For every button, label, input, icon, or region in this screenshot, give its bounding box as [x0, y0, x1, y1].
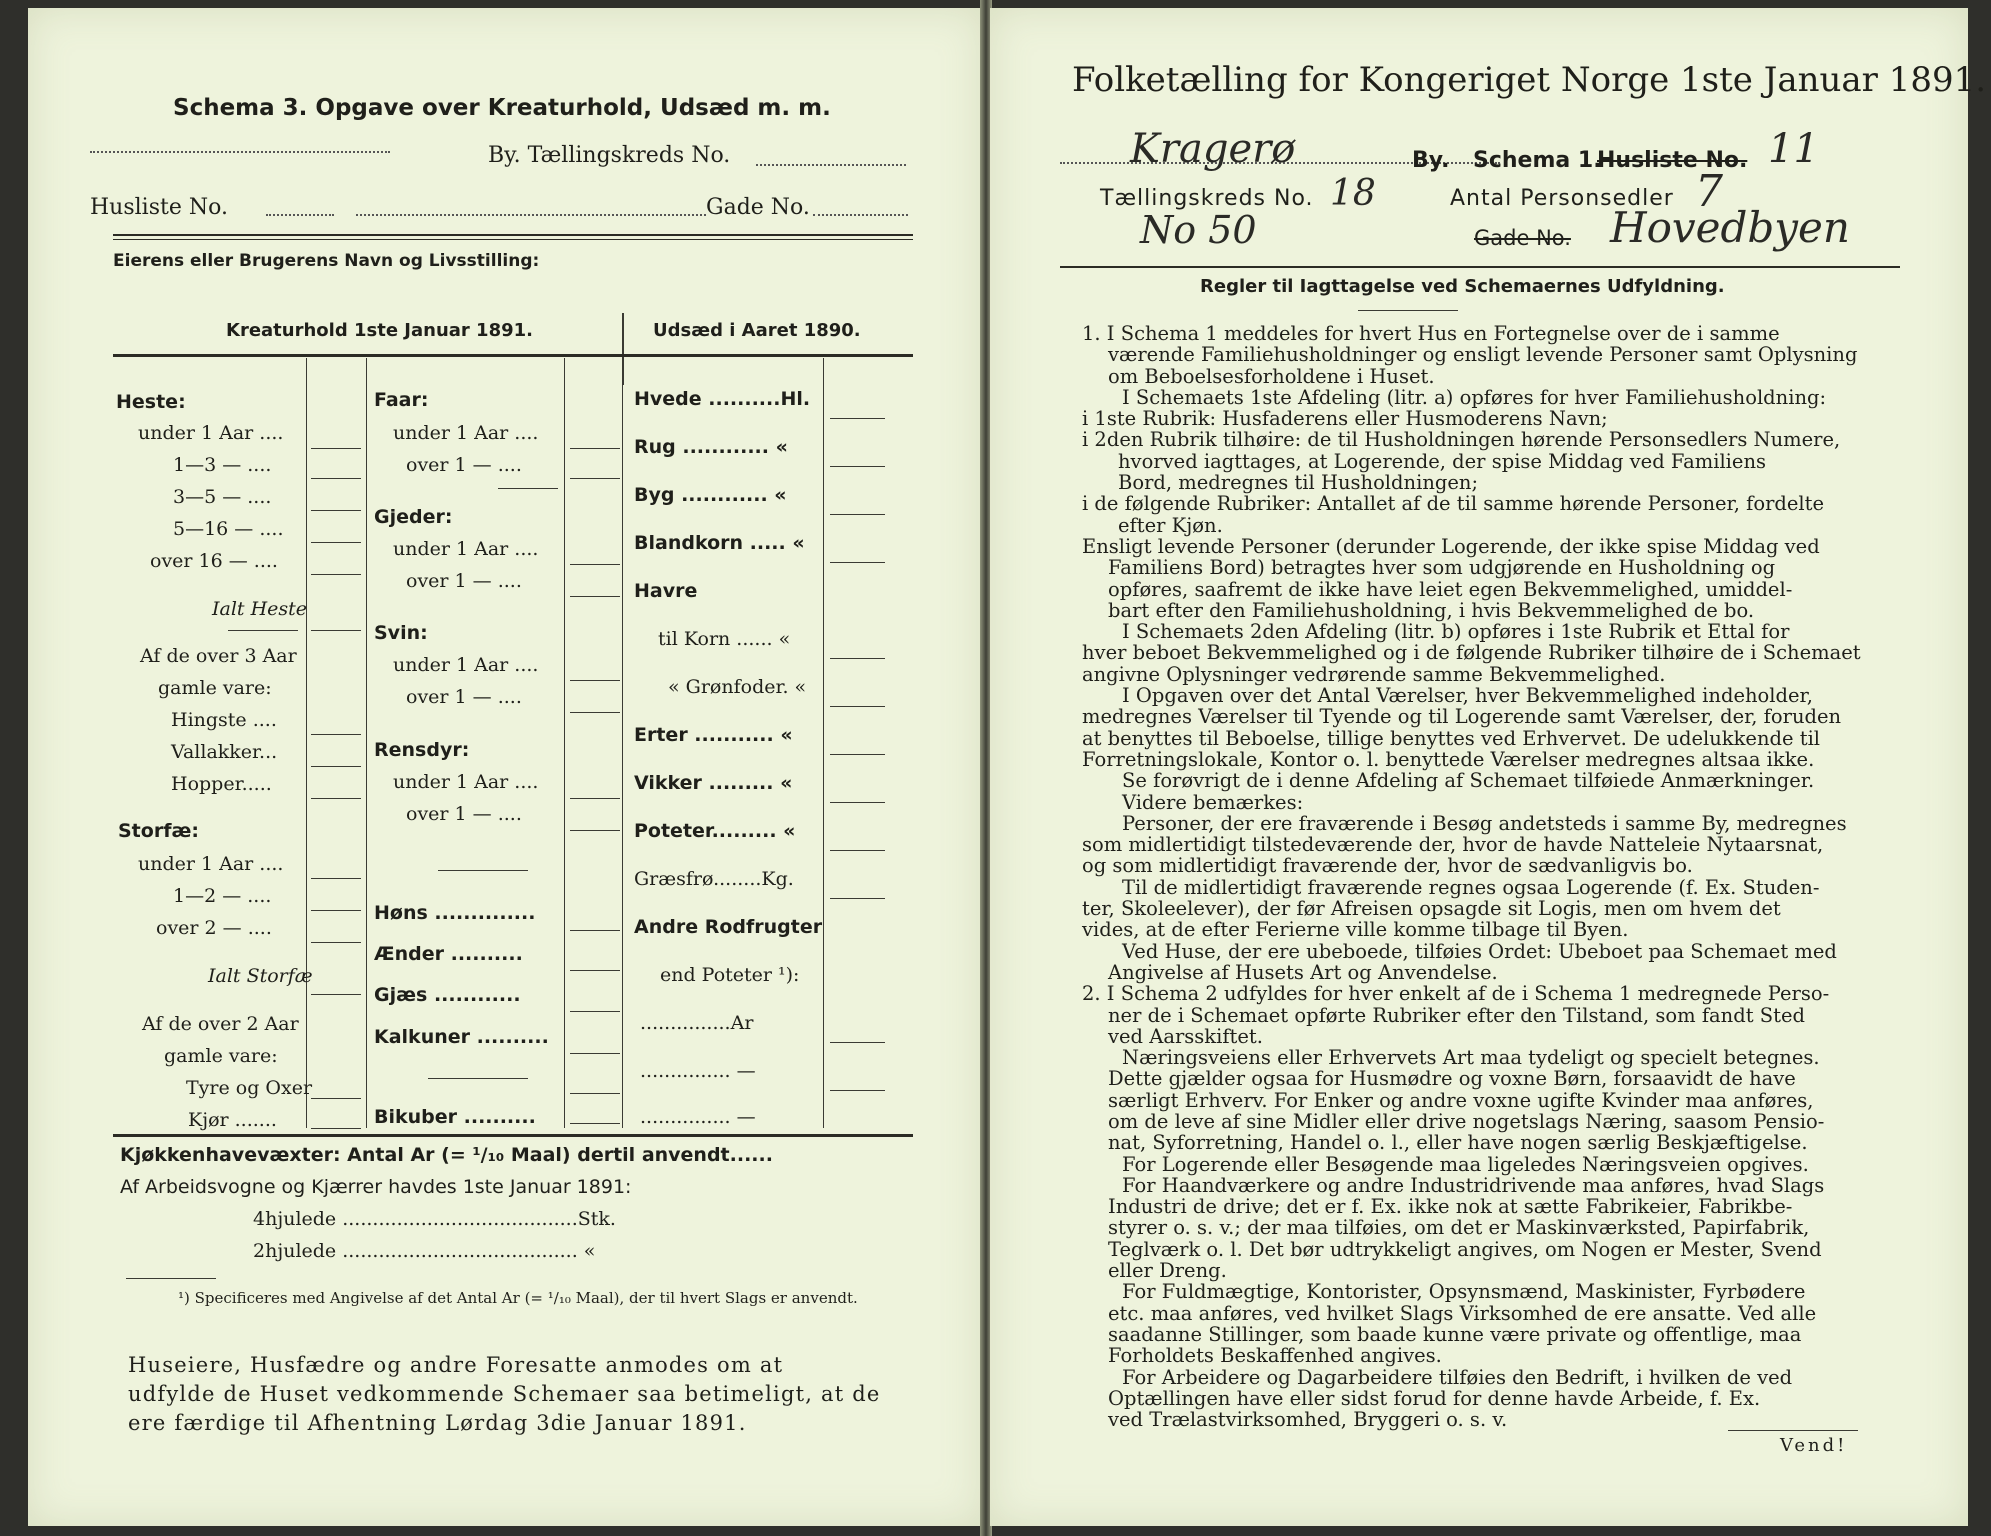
blank — [830, 898, 885, 899]
rule-line: Forholdets Beskaffenhed angives. — [1108, 1344, 1442, 1368]
til-korn: til Korn ...... « — [658, 628, 791, 650]
rule-line: bart efter den Familiehusholdning, i hvis Bekvemmelighed de bo. — [1108, 598, 1755, 622]
rule-line: 1. I Schema 1 meddeles for hvert Hus en Fortegnelse over de i samme — [1082, 322, 1780, 345]
kreaturhold-header: Kreaturhold 1ste Januar 1891. — [226, 320, 533, 341]
rule-line: at benyttes til Beboelse, tillige benyttes ved Erhvervet. De udelukkende til — [1082, 726, 1821, 750]
rule-line: etc. maa anføres, ved hvilket Slags Virksomhed de ere ansatte. Ved alle — [1108, 1301, 1817, 1325]
rule-line: ved Aarsskiftet. — [1108, 1024, 1263, 1048]
antal-label: Antal Personsedler — [1450, 186, 1674, 211]
blank — [570, 1053, 620, 1054]
closing-line: ere færdige til Afhentning Lørdag 3die Januar 1891. — [128, 1411, 747, 1435]
blank — [570, 680, 620, 681]
husliste-label: Husliste No. — [90, 195, 228, 220]
rule-line: ner de i Schemaet opførte Rubriker efter den Tilstand, som fandt Sted — [1108, 1003, 1805, 1027]
blank — [570, 448, 620, 449]
rule-line: Forretningslokale, Kontor o. l. benyttede Værelser medregnes altsaa ikke. — [1082, 747, 1815, 771]
twowheel: 2hjulede ....................................... « — [253, 1240, 596, 1262]
heste-blank — [311, 542, 361, 543]
rule-line: Bord, medregnes til Husholdningen; — [1118, 471, 1479, 495]
handwritten-town: Kragerø — [1130, 126, 1296, 172]
gamle-vare: gamle vare: — [158, 677, 272, 699]
blank — [570, 830, 620, 831]
husliste-label: Husliste No. — [1597, 148, 1748, 173]
kalkuner: Kalkuner .......... — [374, 1026, 549, 1048]
poteter: Poteter......... « — [634, 820, 796, 842]
storfae-row: 1—2 — .... — [173, 885, 272, 907]
vallakker: Vallakker... — [171, 741, 278, 763]
graesfro: Græsfrø........Kg. — [634, 868, 794, 890]
blank — [311, 798, 361, 799]
rule-line: I Schemaets 2den Afdeling (litr. b) opføres i 1ste Rubrik et Ettal for — [1122, 620, 1790, 644]
gjeder-row: under 1 Aar .... — [393, 538, 539, 560]
blank — [830, 1042, 885, 1043]
hvede: Hvede ..........Hl. — [634, 388, 811, 410]
by-label: By. Tællingskreds No. — [488, 143, 731, 168]
gade-label: Gade No. — [1474, 226, 1571, 250]
hons: Høns .............. — [374, 902, 536, 924]
heste-blank — [311, 448, 361, 449]
blank — [570, 930, 620, 931]
regler-title: Regler til Iagttagelse ved Schemaernes Udfyldning. — [1200, 276, 1725, 297]
header-rule — [113, 354, 913, 357]
storfae-row: under 1 Aar .... — [138, 853, 284, 875]
heste-row: over 16 — .... — [150, 550, 278, 572]
kreds-dotted-field — [756, 148, 906, 166]
rule-line: som midlertidigt tilstedeværende der, hvor de havde Natteleie Nytaarsnat, — [1082, 833, 1824, 857]
blank — [570, 1093, 620, 1094]
blank — [570, 798, 620, 799]
hopper: Hopper..... — [171, 773, 272, 795]
aender: Ænder .......... — [374, 943, 523, 965]
blank — [311, 766, 361, 767]
rule-line: I Opgaven over det Antal Værelser, hver Bekvemmelighed indeholder, — [1122, 684, 1813, 708]
blank — [570, 712, 620, 713]
footnote-rule — [126, 1278, 216, 1279]
storfae-label: Storfæ: — [118, 820, 199, 842]
end-poteter: end Poteter ¹): — [660, 964, 800, 986]
blank — [830, 514, 885, 515]
heste-row: under 1 Aar .... — [138, 422, 284, 444]
rule — [428, 1078, 528, 1079]
rensdyr-label: Rensdyr: — [374, 739, 470, 761]
blandkorn: Blandkorn ..... « — [634, 532, 805, 554]
havre: Havre — [634, 580, 698, 602]
rug: Rug ............ « — [634, 436, 788, 458]
short-rule — [1358, 310, 1458, 311]
blank — [570, 1011, 620, 1012]
col2-value-divider — [622, 358, 623, 1128]
rule-line: angivne Oplysninger vedrørende samme Bekvemmelighed. — [1082, 662, 1666, 686]
dash-line: ............... — — [640, 1106, 756, 1128]
rule-line: 2. I Schema 2 udfyldes for hver enkelt af de i Schema 1 medregnede Perso- — [1082, 982, 1830, 1006]
svin-row: over 1 — .... — [406, 686, 522, 708]
rules-block — [1082, 323, 1912, 1430]
blank — [311, 1098, 361, 1099]
heste-blank — [311, 510, 361, 511]
heste-label: Heste: — [116, 391, 186, 413]
rule-line: For Haandværkere og andre Industridrivende maa anføres, hvad Slags — [1122, 1173, 1825, 1197]
blank — [830, 802, 885, 803]
blank — [311, 942, 361, 943]
storfae-row: over 2 — .... — [156, 917, 272, 939]
census-title: Folketælling for Kongeriget Norge 1ste Januar 1891. — [1072, 60, 1987, 100]
by-label: By. — [1412, 148, 1450, 173]
blank — [570, 970, 620, 971]
handwritten-husliste: 11 — [1768, 126, 1819, 172]
vikker: Vikker ......... « — [634, 772, 793, 794]
rule-line: Se forøvrigt de i denne Afdeling af Schemaet tilføiede Anmærkninger. — [1122, 769, 1815, 793]
rule-line: opføres, saafremt de ikke have leiet egen Bekvemmelighed, umiddel- — [1108, 577, 1793, 601]
rule-line: nat, Syforretning, Handel o. l., eller have nogen særlig Beskjæftigelse. — [1108, 1131, 1808, 1155]
ar-line: ...............Ar — [640, 1012, 754, 1034]
rule-line: Til de midlertidigt fraværende regnes ogsaa Logerende (f. Ex. Studen- — [1122, 875, 1820, 899]
heste-row: 3—5 — .... — [173, 486, 272, 508]
rule-line: For Logerende eller Besøgende maa ligeledes Næringsveien opgives. — [1122, 1152, 1809, 1176]
header-rule — [1060, 266, 1900, 268]
af-over2: Af de over 2 Aar — [142, 1013, 299, 1035]
rule-line: i 1ste Rubrik: Husfaderens eller Husmoderens Navn; — [1082, 407, 1608, 431]
gade-label: Gade No. — [706, 195, 810, 220]
andre-rodfrugter: Andre Rodfrugter — [634, 916, 823, 938]
schema3-title: Schema 3. Opgave over Kreaturhold, Udsæd m. m. — [173, 95, 831, 121]
rule-line: efter Kjøn. — [1118, 513, 1223, 537]
handwritten-kreds: 18 — [1330, 173, 1376, 214]
gjeder-row: over 1 — .... — [406, 570, 522, 592]
rule-line: For Arbeidere og Dagarbeidere tilføies den Bedrift, i hvilken de ved — [1122, 1365, 1793, 1389]
blank — [830, 466, 885, 467]
erter: Erter ........... « — [634, 724, 793, 746]
faar-row: over 1 — .... — [406, 454, 522, 476]
vend-label: Vend! — [1780, 1435, 1848, 1456]
blank — [311, 1128, 361, 1129]
rensdyr-row: over 1 — .... — [406, 803, 522, 825]
vend-rule — [1728, 1430, 1858, 1431]
eier-label: Eierens eller Brugerens Navn og Livsstilling: — [113, 251, 540, 271]
closing-line: udfylde de Huset vedkommende Schemaer saa betimeligt, at de — [128, 1382, 881, 1406]
dash-line: ............... — — [640, 1060, 756, 1082]
rule-line: Dette gjælder ogsaa for Husmødre og voxne Børn, forsaavidt de have — [1108, 1067, 1796, 1091]
rule-line: hver beboet Bekvemmelighed og i de følgende Rubriker tilhøire de i Schemaet — [1082, 641, 1861, 665]
rule-line: Optællingen have eller sidst forud for denne havde Arbeide, f. Ex. — [1108, 1386, 1761, 1410]
blank — [830, 754, 885, 755]
husliste-dotted — [266, 198, 334, 216]
handwritten-street: Hovedbyen — [1610, 203, 1850, 252]
kjokkenhave-text: Kjøkkenhavevæxter: Antal Ar (= ¹/₁₀ Maal) dertil anvendt...... — [120, 1144, 773, 1166]
rule-line: saadanne Stillinger, som baade kunne være private og offentlige, maa — [1108, 1322, 1802, 1346]
rule-line: om de leve af sine Midler eller drive nogetslags Næring, saasom Pensio- — [1108, 1109, 1825, 1133]
ialt-storfae: Ialt Storfæ — [208, 965, 313, 987]
rule — [113, 239, 913, 240]
schema1-label: Schema 1. — [1473, 148, 1602, 173]
rule-line: om Beboelsesforholdene i Huset. — [1108, 364, 1435, 388]
arbeidsvogne — [120, 1176, 631, 1198]
col1-value-divider — [366, 358, 367, 1128]
rule-line: og som midlertidigt fraværende der, hvor de sædvanligvis bo. — [1082, 854, 1693, 878]
blank — [570, 596, 620, 597]
kjokkenhave — [120, 1144, 773, 1166]
table-bottom-rule — [113, 1134, 913, 1137]
rule — [438, 870, 528, 871]
rule-line: eller Dreng. — [1108, 1259, 1227, 1283]
rule-line: I Schemaets 1ste Afdeling (litr. a) opføres for hver Familiehusholdning: — [1122, 385, 1827, 409]
rule-line: særligt Erhverv. For Enker og andre voxne ugifte Kvinder maa anføres, — [1108, 1088, 1814, 1112]
blank — [830, 706, 885, 707]
blank — [830, 418, 885, 419]
blank — [311, 910, 361, 911]
rule-line: ved Trælastvirksomhed, Bryggeri o. s. v. — [1108, 1408, 1508, 1432]
rule-line: Ved Huse, der ere ubeboede, tilføies Ordet: Ubeboet paa Schemaet med — [1122, 939, 1837, 963]
gamle-vare2: gamle vare: — [164, 1045, 278, 1067]
byg: Byg ............ « — [634, 484, 787, 506]
arbeidsvogne-text: Af Arbeidsvogne og Kjærrer havdes 1ste Januar 1891: — [120, 1176, 632, 1198]
faar-row: under 1 Aar .... — [393, 422, 539, 444]
rule-line: Ensligt levende Personer (derunder Logerende, der ikke spise Middag ved — [1082, 534, 1820, 558]
blank — [830, 850, 885, 851]
right-page — [990, 8, 1987, 1526]
col3-divider — [823, 358, 824, 1128]
handwritten-number: No 50 — [1140, 208, 1257, 252]
heste-blank — [311, 478, 361, 479]
kreds-label: Tællingskreds No. — [1100, 186, 1314, 211]
blank — [830, 562, 885, 563]
rule — [498, 488, 558, 489]
rule-line: Industri de drive; det er f. Ex. ikke nok at sætte Fabrikeier, Fabrikbe- — [1108, 1195, 1793, 1219]
tyre: Tyre og Oxer — [186, 1077, 313, 1099]
blank — [311, 878, 361, 879]
rule-line: værende Familiehusholdninger og ensligt levende Personer samt Oplysning — [1108, 343, 1858, 367]
heste-row: 5—16 — .... — [173, 518, 284, 540]
rule-line: ter, Skoleelever), der før Afreisen opsagde sit Logis, men om hvem det — [1082, 897, 1781, 921]
udsaed-header: Udsæd i Aaret 1890. — [653, 320, 861, 341]
rule-line: Personer, der ere fraværende i Besøg andetsteds i samme By, medregnes — [1122, 811, 1847, 835]
blank — [570, 478, 620, 479]
rule-line: hvorved iagttages, at Logerende, der spise Middag ved Familiens — [1118, 449, 1767, 473]
rule-line: Familiens Bord) betragtes hver som udgjørende en Husholdning og — [1108, 556, 1776, 580]
rule-line: Angivelse af Husets Art og Anvendelse. — [1108, 960, 1498, 984]
heste-blank — [311, 574, 361, 575]
bikuber: Bikuber .......... — [374, 1106, 536, 1128]
fourwheel: 4hjulede .......................................Stk. — [253, 1208, 616, 1230]
by-dotted-field — [90, 135, 390, 153]
rule-line: Videre bemærkes: — [1122, 790, 1304, 814]
closing-line: Huseiere, Husfædre og andre Foresatte anmodes om at — [128, 1353, 784, 1377]
blank — [311, 734, 361, 735]
gjaes: Gjæs ............ — [374, 984, 521, 1006]
ialt-rule — [228, 630, 298, 631]
gjeder-label: Gjeder: — [374, 506, 453, 528]
rule-line: For Fuldmægtige, Kontorister, Opsynsmænd, Maskinister, Fyrbødere — [1122, 1280, 1806, 1304]
rule-line: styrer o. s. v.; der maa tilføies, om det er Maskinværksted, Papirfabrik, — [1108, 1216, 1810, 1240]
svin-row: under 1 Aar .... — [393, 654, 539, 676]
rule-line: i 2den Rubrik tilhøire: de til Husholdningen hørende Personsedlers Numere, — [1082, 428, 1841, 452]
rule-line: i de følgende Rubriker: Antallet af de til samme hørende Personer, fordelte — [1082, 492, 1825, 516]
rule-line: Næringsveiens eller Erhvervets Art maa tydeligt og specielt betegnes. — [1122, 1046, 1820, 1070]
rule-line: vides, at de efter Ferierne ville komme tilbage til Byen. — [1082, 918, 1629, 942]
rule-line: Teglværk o. l. Det bør udtrykkeligt angives, om Nogen er Mester, Svend — [1108, 1237, 1822, 1261]
blank — [830, 658, 885, 659]
col2-divider — [564, 358, 565, 1128]
gade-dotted-field — [356, 198, 706, 216]
handwritten-antal: 7 — [1695, 166, 1723, 217]
faar-label: Faar: — [374, 389, 429, 411]
svin-label: Svin: — [374, 622, 428, 644]
col1-divider — [306, 358, 307, 1128]
hingste: Hingste .... — [171, 709, 277, 731]
footnote: ¹) Specificeres med Angivelse af det Antal Ar (= ¹/₁₀ Maal), der til hvert Slags er anvendt. — [178, 1289, 858, 1307]
gade-dotted — [813, 198, 908, 216]
rule — [113, 234, 913, 236]
blank — [311, 994, 361, 995]
gronfoder: « Grønfoder. « — [668, 676, 807, 698]
af-over3: Af de over 3 Aar — [140, 645, 297, 667]
ialt-heste: Ialt Heste — [212, 598, 308, 620]
heste-row: 1—3 — .... — [173, 454, 272, 476]
rule-line: medregnes Værelser til Tyende og til Logerende samt Værelser, der, foruden — [1082, 705, 1842, 729]
blank — [570, 564, 620, 565]
rensdyr-row: under 1 Aar .... — [393, 771, 539, 793]
kjor: Kjør ....... — [188, 1109, 277, 1131]
blank — [830, 1090, 885, 1091]
left-page — [28, 8, 982, 1526]
ialt-heste-blank — [311, 630, 361, 631]
blank — [570, 1123, 620, 1124]
